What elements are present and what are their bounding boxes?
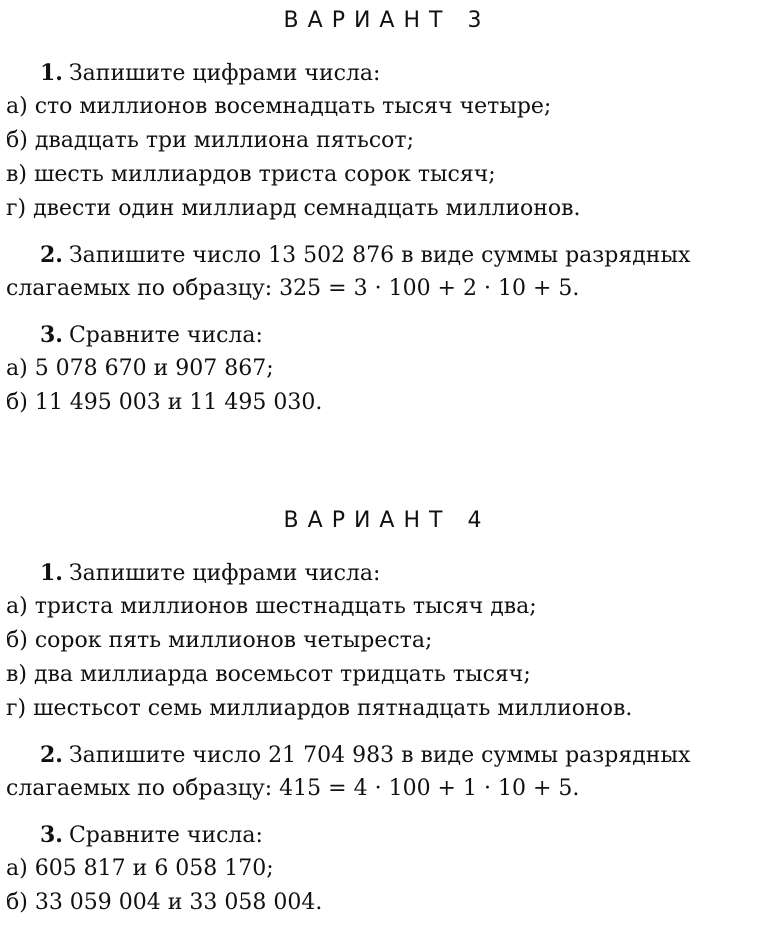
v4-task2-text: Запишите число 21 704 983 в виде суммы разрядных: [68, 743, 691, 768]
v4-task1-item-b: б) сорок пять миллионов четыреста;: [6, 628, 433, 653]
v3-task2-line2: слагаемых по образцу: 325 = 3 · 100 + 2 · 10 + 5.: [6, 276, 580, 301]
v3-task3-item-b: б) 11 495 003 и 11 495 030.: [6, 390, 323, 415]
v4-task1-heading: [0, 556, 768, 590]
v3-task3-text: Сравните числа:: [68, 323, 263, 348]
v3-task1-item-c: в) шесть миллиардов триста сорок тысяч;: [6, 162, 496, 187]
variant-4-title: ВАРИАНТ 4: [283, 508, 491, 533]
v3-task3-number: 3.: [40, 322, 63, 348]
v3-task1-item-a: а) сто миллионов восемнадцать тысяч четыре;: [6, 94, 552, 119]
v4-task2-line1: [0, 738, 768, 772]
v4-task3-text: Сравните числа:: [68, 823, 263, 848]
v3-task1-number: 1.: [40, 60, 63, 86]
v4-task3-number: 3.: [40, 822, 63, 848]
variant-3-title: ВАРИАНТ 3: [283, 8, 491, 33]
v3-task2-line1: [0, 238, 768, 272]
v3-task1-item-b: б) двадцать три миллиона пятьсот;: [6, 128, 414, 153]
v4-task2-number: 2.: [40, 742, 63, 768]
variant-3-section: [0, 4, 768, 420]
variant-4-section: [0, 504, 768, 920]
v4-task1-text: Запишите цифрами числа:: [68, 561, 381, 586]
v4-task1-number: 1.: [40, 560, 63, 586]
v4-task2-line2: слагаемых по образцу: 415 = 4 · 100 + 1 · 10 + 5.: [6, 776, 580, 801]
v3-task1-item-d: г) двести один миллиард семнадцать миллионов.: [6, 196, 581, 221]
v4-task1-item-a: а) триста миллионов шестнадцать тысяч два;: [6, 594, 537, 619]
v3-task1-heading: [0, 56, 768, 90]
v4-task1-item-d: г) шестьсот семь миллиардов пятнадцать миллионов.: [6, 696, 633, 721]
v3-task3-heading: [0, 318, 768, 352]
v4-task1-item-c: в) два миллиарда восемьсот тридцать тысяч;: [6, 662, 531, 687]
v4-task3-heading: [0, 818, 768, 852]
v3-task2-text: Запишите число 13 502 876 в виде суммы разрядных: [68, 243, 691, 268]
v4-task3-item-b: б) 33 059 004 и 33 058 004.: [6, 890, 323, 915]
v3-task3-item-a: а) 5 078 670 и 907 867;: [6, 356, 274, 381]
v4-task3-item-a: а) 605 817 и 6 058 170;: [6, 856, 274, 881]
v3-task1-text: Запишите цифрами числа:: [68, 61, 381, 86]
v3-task2-number: 2.: [40, 242, 63, 268]
